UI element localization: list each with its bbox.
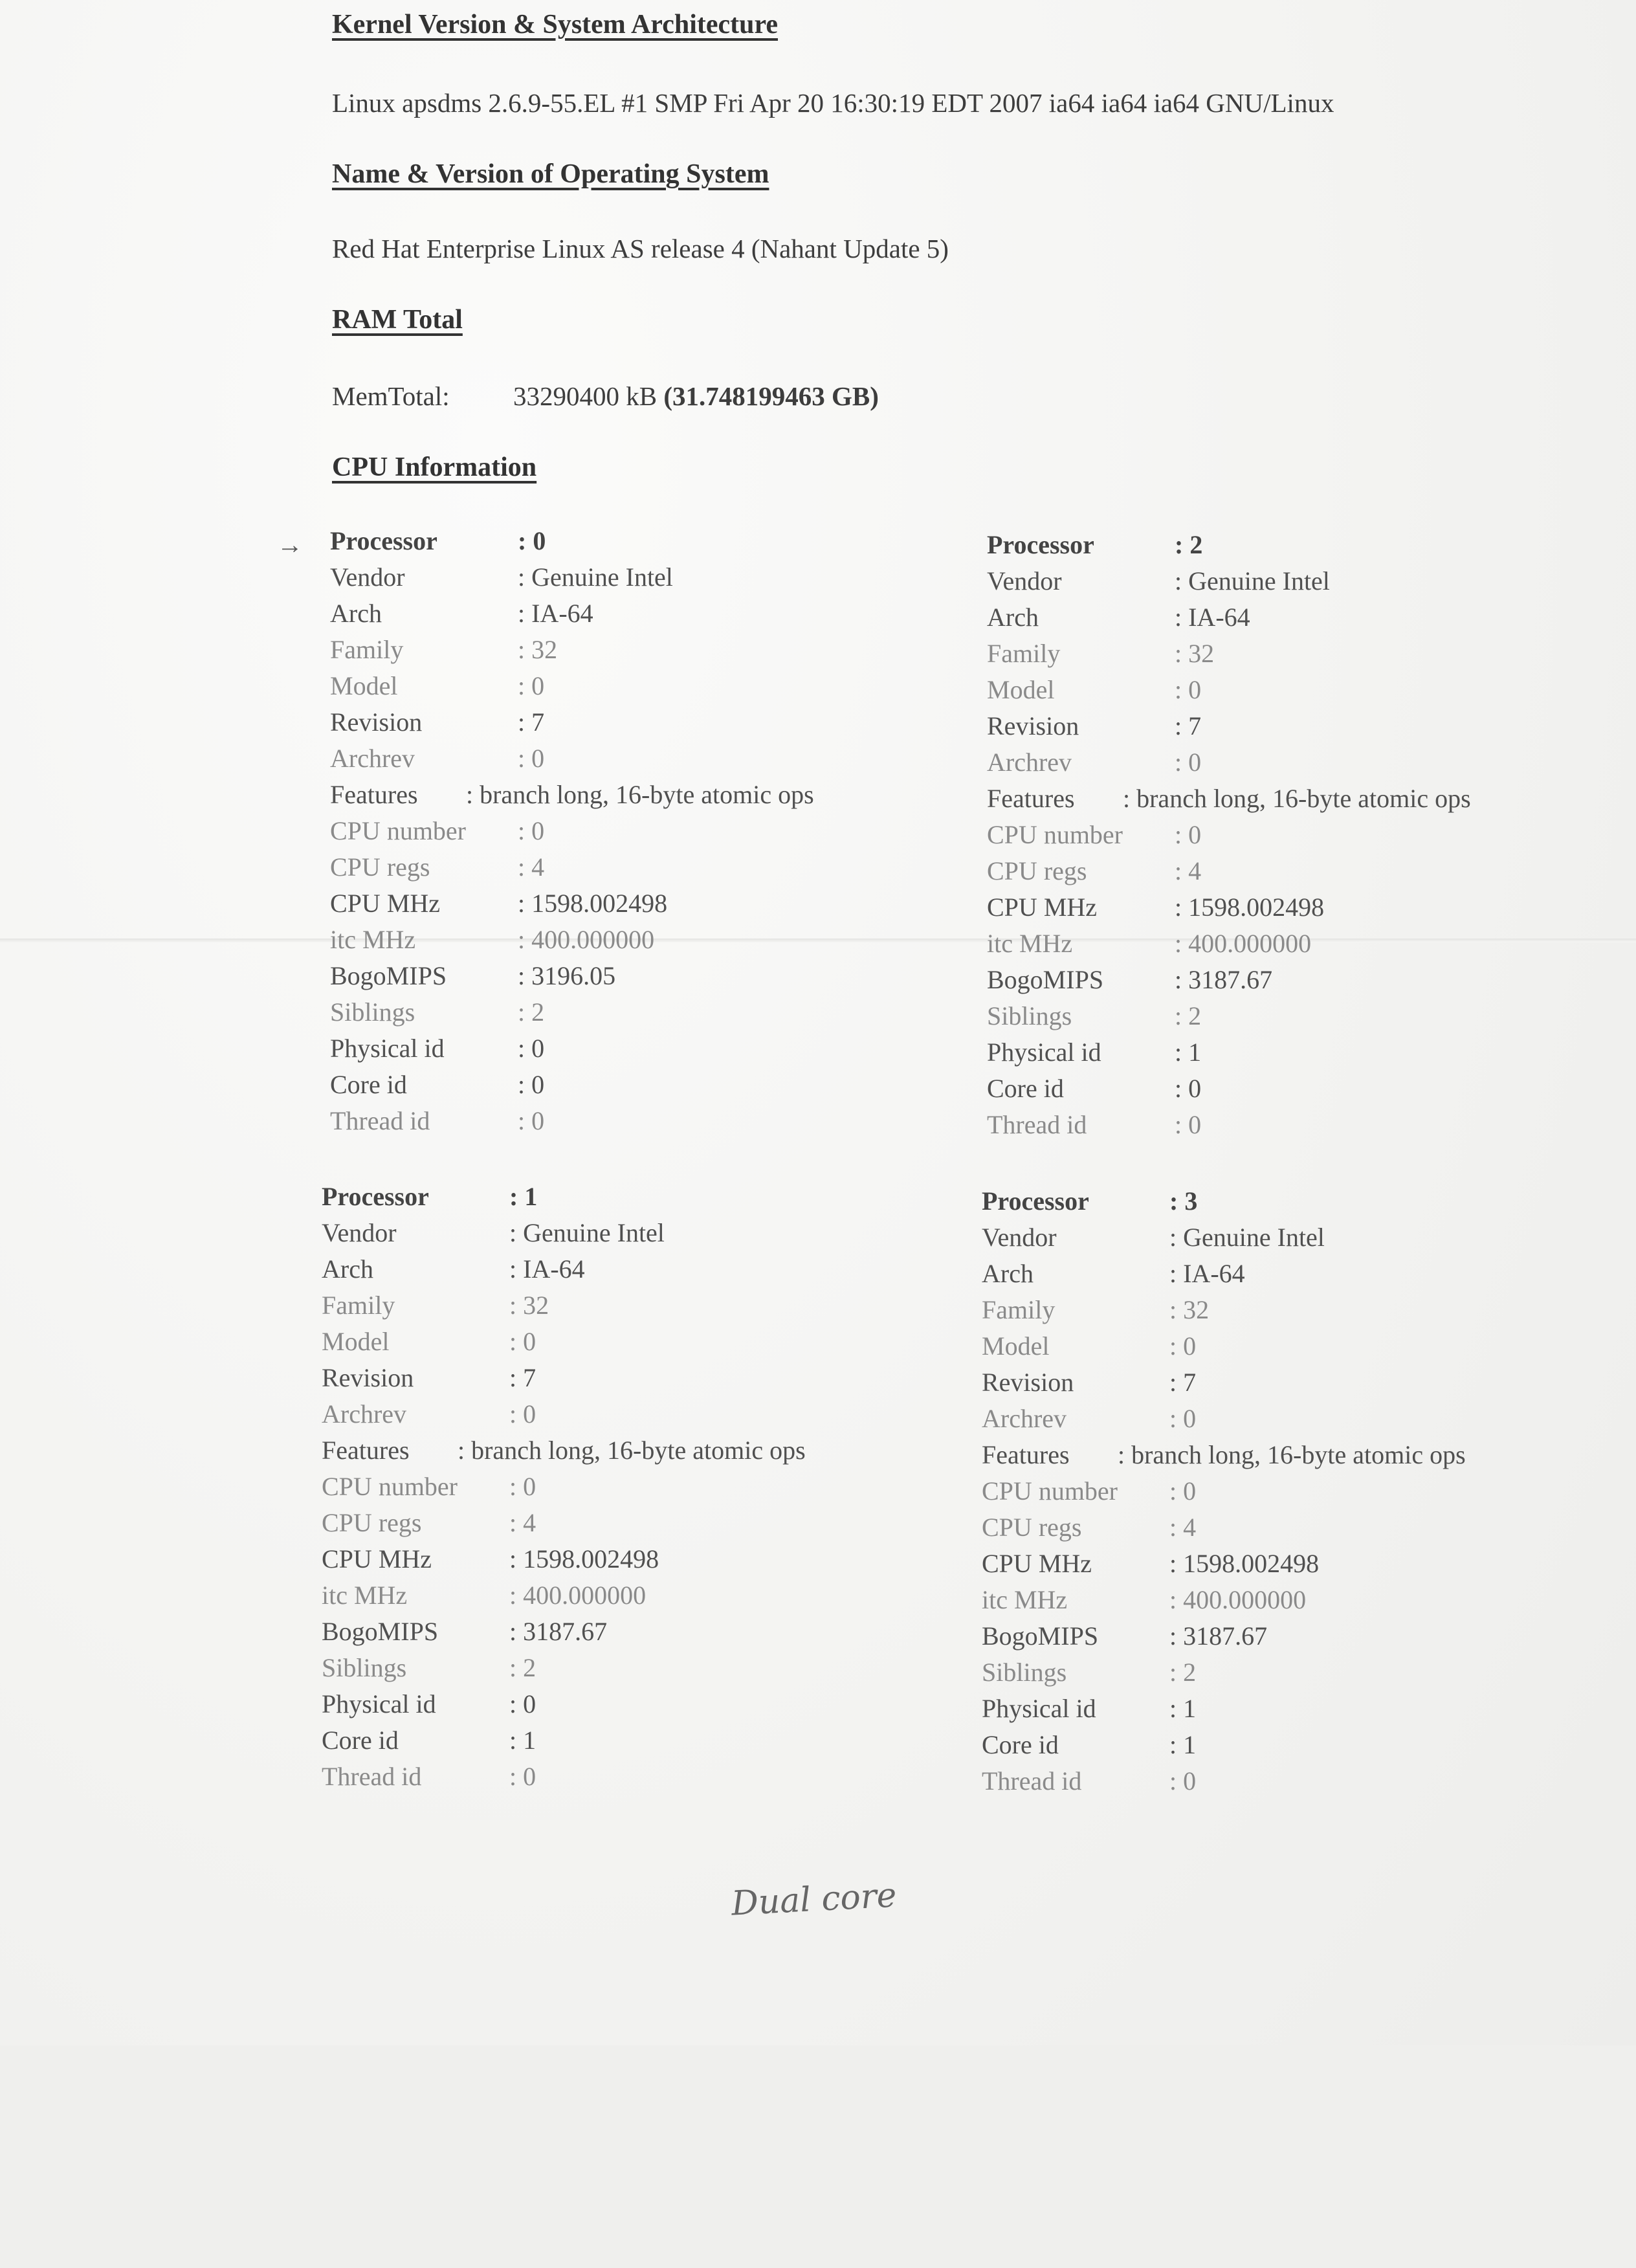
handwritten-note: Dual core [730, 1876, 898, 1924]
cpu-field-label: CPU regs [982, 1513, 1082, 1542]
cpu-field-row [322, 1471, 969, 1507]
cpu-field-value: : IA-64 [1169, 1259, 1245, 1288]
cpu-field-value: : 400.000000 [509, 1581, 647, 1610]
kernel-heading: Kernel Version & System Architecture [332, 10, 779, 39]
cpu-field-label: CPU number [330, 816, 466, 845]
cpu-field-value: : 32 [1169, 1295, 1210, 1324]
cpu-field-value: : branch long, 16-byte atomic ops [1123, 784, 1471, 813]
cpu-field-label: Archrev [322, 1399, 407, 1429]
cpu-field-value: : 0 [509, 1689, 536, 1718]
cpu-field-value: : 0 [1175, 748, 1202, 777]
cpu-field-label: Model [987, 675, 1055, 704]
cpu-field-row [330, 1106, 977, 1142]
cpu-field-value: : IA-64 [518, 599, 593, 628]
cpu-field-row [987, 602, 1634, 638]
cpu-field-label: Archrev [987, 748, 1072, 777]
cpu-field-value: : 1 [1169, 1694, 1197, 1723]
cpu-field-value: : 0 [518, 816, 545, 845]
cpu-field-value: : 1598.002498 [1175, 893, 1325, 922]
cpu-field-label: Siblings [330, 997, 415, 1027]
cpu-field-label: CPU regs [987, 856, 1087, 885]
cpu-field-row [982, 1476, 1629, 1512]
cpu-field-row [322, 1254, 969, 1290]
cpu-field-row [330, 852, 977, 888]
cpu-field-row [982, 1295, 1629, 1331]
cpu-field-value: : 400.000000 [518, 925, 655, 954]
cpu-field-label: Model [982, 1331, 1050, 1361]
cpu-field-value: : 4 [518, 852, 545, 882]
cpu-field-label: Core id [987, 1074, 1064, 1103]
cpu-field-label: Revision [987, 711, 1079, 740]
cpu-field-value: : Genuine Intel [509, 1218, 665, 1247]
cpu-field-value: : 3196.05 [518, 961, 616, 990]
cpu-field-value: : 3187.67 [1169, 1621, 1268, 1651]
cpu-field-row [322, 1181, 969, 1217]
cpu-field-row [982, 1766, 1629, 1802]
cpu-field-row [987, 964, 1634, 1001]
cpu-field-value: : 0 [509, 1762, 536, 1791]
cpu-field-label: CPU MHz [330, 889, 441, 918]
kernel-text: Linux apsdms 2.6.9-55.EL #1 SMP Fri Apr 20 16:30:19 EDT 2007 ia64 ia64 ia64 GNU/Linux [332, 88, 1334, 118]
cpu-field-label: Thread id [330, 1106, 430, 1135]
cpu-field-row [982, 1584, 1629, 1621]
cpu-field-label: CPU number [322, 1472, 458, 1501]
cpu-field-label: CPU MHz [322, 1544, 432, 1573]
cpu-field-row [322, 1580, 969, 1616]
cpu-field-value: : 7 [1175, 711, 1202, 740]
cpu-field-value: : 0 [1169, 1331, 1197, 1361]
cpu-field-row [987, 566, 1634, 602]
cpu-field-row [322, 1544, 969, 1580]
cpu-field-label: CPU number [982, 1476, 1118, 1506]
cpu-field-row [982, 1258, 1629, 1295]
cpu-field-row [987, 638, 1634, 674]
cpu-field-row [982, 1222, 1629, 1258]
cpu-field-value: : 4 [1175, 856, 1202, 885]
cpu-field-row [330, 779, 977, 816]
ram-value [513, 381, 879, 412]
cpu-field-label: Arch [322, 1254, 373, 1284]
cpu-field-label: Archrev [330, 744, 415, 773]
cpu-field-label: BogoMIPS [322, 1617, 439, 1646]
cpu-field-value: : 0 [518, 526, 546, 555]
cpu-field-value: : 3 [1169, 1186, 1198, 1216]
cpu-field-label: Family [982, 1295, 1056, 1324]
ram-line [332, 381, 879, 412]
cpu-field-label: Siblings [987, 1001, 1072, 1030]
cpu-field-label: Archrev [982, 1404, 1067, 1433]
cpu-field-value: : 0 [1169, 1766, 1197, 1796]
cpu-field-row [982, 1186, 1629, 1222]
cpu-field-label: Features [982, 1440, 1070, 1469]
cpu-field-row [330, 924, 977, 961]
processor-block-0 [330, 526, 977, 1142]
cpu-field-label: Arch [982, 1259, 1034, 1288]
cpu-field-row [982, 1548, 1629, 1584]
cpu-field-row [987, 892, 1634, 928]
cpu-field-row [330, 526, 977, 562]
cpu-field-label: Physical id [322, 1689, 436, 1718]
cpu-field-label: Processor [322, 1182, 429, 1211]
cpu-field-label: CPU regs [322, 1508, 422, 1537]
cpu-field-label: Model [322, 1327, 390, 1356]
cpu-field-value: : branch long, 16-byte atomic ops [466, 780, 814, 809]
cpu-field-value: : 0 [1169, 1404, 1197, 1433]
cpu-field-row [330, 816, 977, 852]
cpu-field-value: : Genuine Intel [1175, 566, 1330, 595]
cpu-field-row [987, 783, 1634, 819]
cpu-field-row [987, 1001, 1634, 1037]
page-bottom-area [0, 2045, 1636, 2268]
cpu-field-row [330, 1033, 977, 1069]
cpu-field-value: : 0 [509, 1472, 536, 1501]
cpu-field-value: : 32 [509, 1291, 549, 1320]
cpu-field-value: : 0 [518, 744, 545, 773]
cpu-field-label: Vendor [982, 1223, 1057, 1252]
cpu-field-value: : 0 [518, 1106, 545, 1135]
cpu-field-value: : 1 [509, 1182, 538, 1211]
cpu-field-row [982, 1657, 1629, 1693]
cpu-field-label: Vendor [322, 1218, 397, 1247]
cpu-field-value: : 4 [1169, 1513, 1197, 1542]
cpu-field-row [322, 1507, 969, 1544]
cpu-field-value: : 2 [1169, 1658, 1197, 1687]
cpu-field-value: : 2 [1175, 1001, 1202, 1030]
cpu-field-value: : 7 [518, 707, 545, 737]
cpu-field-label: CPU MHz [987, 893, 1098, 922]
cpu-field-row [330, 961, 977, 997]
cpu-field-value: : 7 [509, 1363, 536, 1392]
cpu-heading: CPU Information [332, 452, 537, 482]
cpu-field-label: itc MHz [982, 1585, 1068, 1614]
cpu-field-row [322, 1290, 969, 1326]
cpu-field-row [322, 1326, 969, 1362]
os-heading: Name & Version of Operating System [332, 159, 769, 189]
cpu-field-row [330, 1069, 977, 1106]
cpu-field-row [982, 1621, 1629, 1657]
cpu-field-label: Core id [322, 1726, 399, 1755]
cpu-field-label: Processor [982, 1186, 1089, 1216]
cpu-field-label: Thread id [322, 1762, 422, 1791]
os-text: Red Hat Enterprise Linux AS release 4 (Nahant Update 5) [332, 234, 949, 263]
cpu-field-value: : 400.000000 [1169, 1585, 1307, 1614]
cpu-field-value: : 0 [518, 671, 545, 700]
cpu-field-value: : 2 [509, 1653, 536, 1682]
cpu-field-label: Siblings [982, 1658, 1067, 1687]
cpu-field-value: : 32 [1175, 639, 1215, 668]
cpu-field-label: Arch [987, 603, 1039, 632]
cpu-field-row [982, 1367, 1629, 1403]
cpu-field-row [982, 1331, 1629, 1367]
cpu-field-label: CPU MHz [982, 1549, 1092, 1578]
cpu-field-row [322, 1217, 969, 1254]
cpu-field-row [987, 1037, 1634, 1073]
cpu-field-row [330, 562, 977, 598]
cpu-field-value: : 2 [1175, 530, 1203, 559]
cpu-field-label: Features [330, 780, 418, 809]
cpu-field-value: : Genuine Intel [518, 562, 673, 592]
cpu-field-label: Vendor [330, 562, 405, 592]
cpu-field-value: : 0 [1169, 1476, 1197, 1506]
cpu-field-value: : 0 [518, 1070, 545, 1099]
cpu-field-label: BogoMIPS [982, 1621, 1099, 1651]
cpu-field-value: : 0 [509, 1327, 536, 1356]
cpu-field-label: Family [987, 639, 1061, 668]
cpu-field-label: BogoMIPS [330, 961, 447, 990]
cpu-field-value: : 400.000000 [1175, 929, 1312, 958]
cpu-field-row [987, 529, 1634, 566]
cpu-field-value: : 0 [1175, 1074, 1202, 1103]
cpu-field-value: : 3187.67 [509, 1617, 608, 1646]
cpu-field-row [982, 1512, 1629, 1548]
cpu-field-value: : 0 [1175, 1110, 1202, 1139]
cpu-field-label: Physical id [982, 1694, 1096, 1723]
processor-block-3 [982, 1186, 1629, 1802]
cpu-field-value: : 0 [1175, 820, 1202, 849]
cpu-field-row [322, 1435, 969, 1471]
cpu-field-label: Features [987, 784, 1075, 813]
cpu-field-value: : 3187.67 [1175, 965, 1273, 994]
cpu-field-value: : branch long, 16-byte atomic ops [1118, 1440, 1466, 1469]
cpu-field-value: : 1 [1169, 1730, 1197, 1759]
cpu-field-value: : 32 [518, 635, 558, 664]
cpu-field-label: Model [330, 671, 398, 700]
cpu-field-label: Thread id [982, 1766, 1082, 1796]
cpu-field-label: Features [322, 1436, 410, 1465]
cpu-field-row [322, 1652, 969, 1689]
cpu-field-row [987, 674, 1634, 711]
cpu-field-row [322, 1761, 969, 1797]
ram-label: MemTotal: [332, 381, 450, 411]
cpu-field-row [987, 1073, 1634, 1109]
arrow-annotation: → [277, 530, 303, 559]
cpu-field-row [982, 1729, 1629, 1766]
cpu-field-label: Physical id [987, 1038, 1101, 1067]
cpu-field-value: : 1598.002498 [518, 889, 668, 918]
cpu-field-row [322, 1689, 969, 1725]
cpu-field-label: BogoMIPS [987, 965, 1104, 994]
cpu-field-value: : 1 [509, 1726, 536, 1755]
cpu-field-row [987, 928, 1634, 964]
cpu-field-value: : 1598.002498 [1169, 1549, 1320, 1578]
cpu-field-row [322, 1399, 969, 1435]
cpu-field-row [987, 856, 1634, 892]
cpu-field-label: Core id [330, 1070, 407, 1099]
cpu-field-value: : 0 [518, 1034, 545, 1063]
ram-heading: RAM Total [332, 305, 463, 335]
cpu-field-label: Thread id [987, 1110, 1087, 1139]
processor-block-1 [322, 1181, 969, 1797]
cpu-field-row [330, 997, 977, 1033]
cpu-field-label: Family [322, 1291, 395, 1320]
cpu-field-label: CPU number [987, 820, 1123, 849]
cpu-field-value: : 0 [1175, 675, 1202, 704]
ram-gb: (31.748199463 GB) [663, 381, 879, 411]
cpu-field-value: : 1 [1175, 1038, 1202, 1067]
cpu-field-label: Revision [982, 1368, 1074, 1397]
cpu-field-value: : IA-64 [509, 1254, 585, 1284]
processor-block-2 [987, 529, 1634, 1146]
cpu-field-row [982, 1693, 1629, 1729]
cpu-field-row [330, 598, 977, 634]
cpu-field-label: CPU regs [330, 852, 430, 882]
cpu-field-label: Siblings [322, 1653, 407, 1682]
cpu-field-label: Processor [987, 530, 1094, 559]
cpu-field-row [330, 707, 977, 743]
cpu-field-row [987, 747, 1634, 783]
ram-kb: 33290400 kB [513, 381, 658, 411]
cpu-field-value: : 4 [509, 1508, 536, 1537]
cpu-field-value: : IA-64 [1175, 603, 1250, 632]
cpu-field-value: : 1598.002498 [509, 1544, 659, 1573]
cpu-field-value: : 7 [1169, 1368, 1197, 1397]
cpu-field-row [987, 819, 1634, 856]
cpu-field-row [987, 1109, 1634, 1146]
cpu-field-value: : 2 [518, 997, 545, 1027]
cpu-field-row [330, 671, 977, 707]
cpu-field-row [330, 743, 977, 779]
cpu-field-row [987, 711, 1634, 747]
cpu-field-label: Revision [330, 707, 423, 737]
cpu-field-row [322, 1362, 969, 1399]
cpu-field-label: itc MHz [987, 929, 1073, 958]
cpu-field-label: itc MHz [330, 925, 416, 954]
cpu-field-row [322, 1725, 969, 1761]
cpu-field-label: Core id [982, 1730, 1059, 1759]
cpu-field-row [982, 1403, 1629, 1440]
cpu-field-label: itc MHz [322, 1581, 408, 1610]
cpu-field-value: : Genuine Intel [1169, 1223, 1325, 1252]
cpu-field-row [330, 634, 977, 671]
cpu-field-value: : branch long, 16-byte atomic ops [458, 1436, 806, 1465]
cpu-field-label: Physical id [330, 1034, 445, 1063]
cpu-field-label: Family [330, 635, 404, 664]
cpu-field-row [330, 888, 977, 924]
cpu-field-label: Arch [330, 599, 382, 628]
cpu-field-label: Revision [322, 1363, 414, 1392]
cpu-field-label: Processor [330, 526, 437, 555]
cpu-field-label: Vendor [987, 566, 1062, 595]
cpu-field-row [322, 1616, 969, 1652]
cpu-field-row [982, 1440, 1629, 1476]
cpu-field-value: : 0 [509, 1399, 536, 1429]
